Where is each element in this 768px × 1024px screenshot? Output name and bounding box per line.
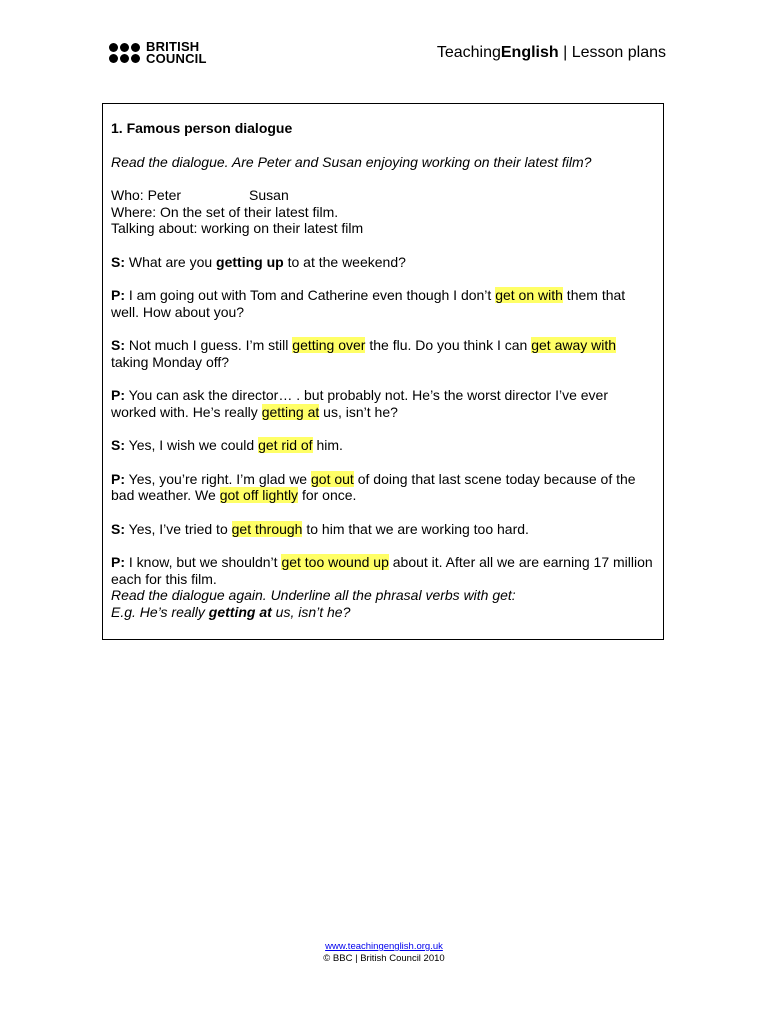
dialogue-line bbox=[111, 287, 656, 320]
lesson-content bbox=[111, 120, 656, 620]
dialogue-text: us, isn’t he? bbox=[319, 403, 398, 420]
logo-line1: BRITISH bbox=[146, 39, 200, 54]
speaker-label: S: bbox=[111, 337, 125, 353]
example-bold: getting at bbox=[208, 603, 272, 620]
dialogue-line bbox=[111, 254, 656, 271]
phrasal-verb-highlight: get on with bbox=[495, 287, 563, 303]
dialogue-text: Yes, I’ve tried to bbox=[125, 520, 232, 537]
closing-block bbox=[111, 587, 656, 620]
phrasal-verb-highlight: getting over bbox=[292, 337, 366, 353]
dialogue-line bbox=[111, 337, 656, 370]
closing-instruction: Read the dialogue again. Underline all the phrasal verbs with get: bbox=[111, 587, 516, 603]
logo-line2: COUNCIL bbox=[146, 51, 207, 66]
who-second: Susan bbox=[249, 187, 289, 203]
phrasal-verb-highlight: get rid of bbox=[258, 437, 313, 453]
where-line: Where: On the set of their latest film. bbox=[111, 203, 339, 220]
footer bbox=[0, 941, 768, 965]
dialogue-text: I know, but we shouldn’t bbox=[125, 554, 282, 570]
dialogue-line bbox=[111, 471, 656, 504]
british-council-logo bbox=[109, 41, 207, 65]
phrasal-verb-bold: getting up bbox=[216, 253, 284, 270]
brand-suffix: | Lesson plans bbox=[558, 44, 666, 61]
dialogue-text: Yes, you’re right. I’m glad we bbox=[125, 470, 311, 487]
speaker-label: P: bbox=[111, 470, 125, 487]
brand-bold: English bbox=[500, 44, 559, 61]
dialogue-text: Not much I guess. I’m still bbox=[125, 337, 293, 353]
example-prefix: E.g. He’s really bbox=[111, 603, 209, 620]
british-council-dots-icon bbox=[109, 43, 140, 63]
speaker-label: S: bbox=[111, 437, 125, 453]
dialogue-text: to at the weekend? bbox=[283, 253, 406, 270]
dialogue-text: taking Monday off? bbox=[111, 353, 230, 370]
dialogue-line bbox=[111, 437, 656, 454]
dialogue-line bbox=[111, 387, 656, 420]
speaker-label: S: bbox=[111, 520, 125, 537]
dialogue-text: of doing that last scene today because of the bad weather. We bbox=[111, 470, 636, 503]
dialogue-text: Yes, I wish we could bbox=[125, 437, 259, 453]
dialogue-text: them that well. How about you? bbox=[111, 287, 626, 320]
dialogue-text: You can ask the director… . but probably not. He’s the worst director I’ve ever worked with. He’s really bbox=[111, 387, 608, 420]
example-suffix: us, isn’t he? bbox=[271, 603, 351, 620]
dialogue-text: him. bbox=[312, 437, 343, 453]
dialogue-line bbox=[111, 554, 656, 587]
dialogue-text: the flu. Do you think I can bbox=[365, 337, 532, 353]
footer-link[interactable]: www.teachingenglish.org.uk bbox=[325, 941, 443, 952]
speaker-label: P: bbox=[111, 387, 125, 403]
who-line bbox=[111, 187, 289, 203]
phrasal-verb-highlight: got off lightly bbox=[219, 487, 299, 503]
section-title: 1. Famous person dialogue bbox=[111, 120, 293, 136]
dialogue-text: to him that we are working too hard. bbox=[302, 520, 529, 537]
phrasal-verb-highlight: get too wound up bbox=[281, 554, 389, 570]
section-instruction: Read the dialogue. Are Peter and Susan enjoying working on their latest film? bbox=[111, 153, 592, 170]
logo-text bbox=[146, 41, 207, 65]
page-header-title bbox=[437, 44, 666, 62]
dialogue-text: about it. After all we are earning 17 million each for this film. bbox=[111, 554, 653, 587]
phrasal-verb-highlight: got out bbox=[311, 470, 354, 487]
dialogue-line bbox=[111, 521, 656, 538]
speaker-label: S: bbox=[111, 253, 125, 270]
dialogue-text: What are you bbox=[125, 253, 217, 270]
context-block bbox=[111, 187, 656, 237]
dialogue-text: I am going out with Tom and Catherine even though I don’t bbox=[125, 287, 496, 303]
brand-prefix: Teaching bbox=[436, 44, 501, 61]
footer-copyright: © BBC | British Council 2010 bbox=[323, 953, 445, 964]
speaker-label: P: bbox=[111, 287, 125, 303]
speaker-label: P: bbox=[111, 554, 125, 570]
lesson-box bbox=[102, 103, 664, 640]
dialogue-text: for once. bbox=[298, 487, 357, 503]
who-label: Who: Peter bbox=[111, 187, 182, 203]
talking-about-line: Talking about: working on their latest film bbox=[111, 220, 364, 236]
phrasal-verb-highlight: get through bbox=[231, 520, 303, 537]
phrasal-verb-highlight: get away with bbox=[531, 337, 617, 353]
dialogue bbox=[111, 254, 656, 588]
phrasal-verb-highlight: getting at bbox=[261, 403, 320, 420]
closing-example bbox=[111, 604, 656, 621]
